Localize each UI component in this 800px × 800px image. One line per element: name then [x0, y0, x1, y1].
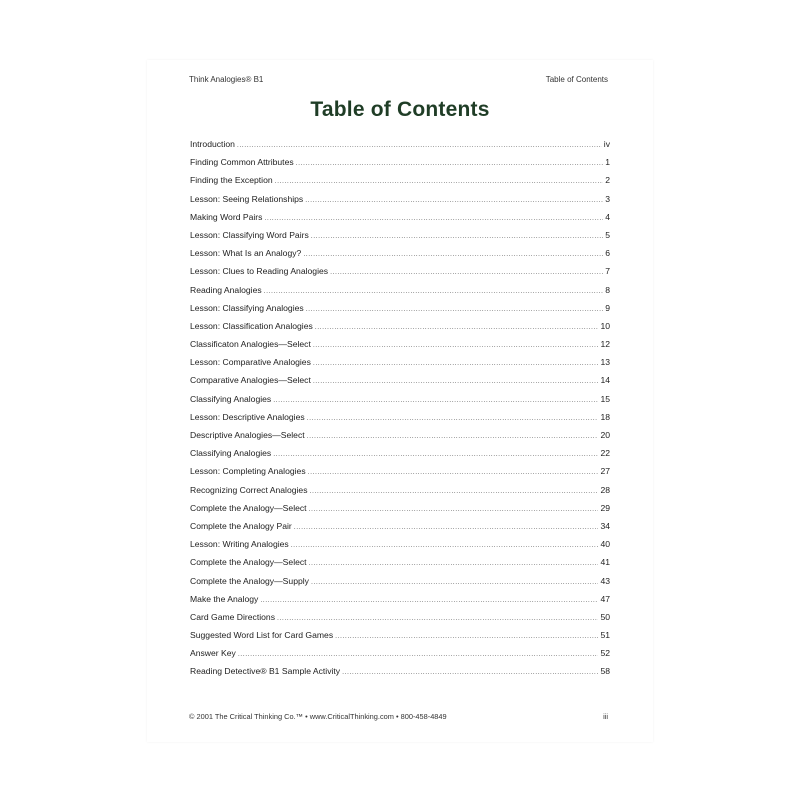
toc-entry-title: Complete the Analogy—Select	[190, 557, 307, 568]
toc-dot-leader	[308, 469, 599, 476]
toc-entry-title: Classificaton Analogies—Select	[190, 339, 311, 350]
toc-entry-title: Complete the Analogy—Supply	[190, 575, 309, 586]
toc-dot-leader	[313, 360, 599, 367]
toc-entry-title: Lesson: Seeing Relationships	[190, 193, 304, 204]
toc-entry-title: Lesson: Descriptive Analogies	[190, 411, 305, 422]
toc-entry-page-number: 29	[600, 502, 610, 513]
toc-dot-leader	[277, 615, 598, 622]
toc-entry	[190, 612, 610, 630]
toc-entry-page-number: 13	[600, 357, 610, 368]
toc-dot-leader	[309, 506, 599, 513]
toc-entry-title: Card Game Directions	[190, 611, 276, 622]
toc-entry	[190, 212, 610, 230]
toc-entry-title: Reading Analogies	[190, 284, 262, 295]
toc-entry-page-number: 1	[605, 157, 610, 168]
toc-entry-page-number: 43	[600, 575, 610, 586]
toc-entry-page-number: 14	[600, 375, 610, 386]
toc-entry-title: Classifying Analogies	[190, 448, 272, 459]
toc-entry-title: Classifying Analogies	[190, 393, 272, 404]
toc-entry-page-number: 27	[600, 466, 610, 477]
toc-dot-leader	[335, 633, 598, 640]
toc-entry-page-number: 28	[600, 484, 610, 495]
toc-dot-leader	[313, 342, 599, 349]
toc-dot-leader	[306, 306, 604, 313]
toc-dot-leader	[315, 324, 599, 331]
toc-dot-leader	[310, 488, 599, 495]
toc-entry	[190, 666, 610, 684]
toc-entry	[190, 412, 610, 430]
toc-dot-leader	[291, 542, 599, 549]
toc-entry-title: Suggested Word List for Card Games	[190, 630, 334, 641]
page-title: Table of Contents	[310, 98, 490, 121]
toc-entry-page-number: 20	[600, 430, 610, 440]
toc-dot-leader	[330, 269, 603, 276]
toc-entry	[190, 266, 610, 284]
toc-entry-title: Complete the Analogy—Select	[190, 502, 307, 513]
toc-dot-leader	[264, 288, 604, 295]
toc-dot-leader	[238, 651, 599, 658]
toc-entry	[190, 194, 610, 212]
toc-entry-title: Answer Key	[190, 648, 236, 659]
toc-entry-title: Make the Analogy	[190, 593, 259, 604]
toc-dot-leader	[307, 433, 599, 440]
toc-entry-page-number: 41	[600, 557, 610, 568]
toc-entry	[190, 594, 610, 612]
toc-entry	[190, 430, 610, 448]
toc-entry-page-number: 7	[605, 266, 610, 277]
toc-dot-leader	[237, 142, 602, 149]
toc-entry-title: Complete the Analogy Pair	[190, 520, 292, 531]
toc-dot-leader	[294, 524, 599, 531]
toc-entry-page-number: 47	[600, 593, 610, 604]
toc-dot-leader	[303, 251, 603, 258]
toc-entry-page-number: 12	[600, 339, 610, 350]
toc-entry-title: Making Word Pairs	[190, 211, 263, 222]
toc-entry-page-number: 34	[600, 520, 610, 531]
toc-entry-page-number: 51	[600, 630, 610, 641]
toc-entry	[190, 175, 610, 193]
toc-entry-title: Finding the Exception	[190, 175, 273, 186]
toc-entry	[190, 394, 610, 412]
running-header-section: Table of Contents	[545, 75, 608, 84]
toc-dot-leader	[342, 669, 598, 676]
toc-entry-page-number: 9	[605, 302, 610, 313]
toc-dot-leader	[273, 451, 598, 458]
toc-entry-page-number: 58	[600, 666, 610, 677]
running-header-book-title: Think Analogies® B1	[189, 75, 264, 84]
toc-entry-title: Lesson: Classifying Word Pairs	[190, 229, 309, 240]
toc-entry-page-number: 4	[605, 211, 610, 222]
toc-entry-page-number: 22	[600, 448, 610, 459]
toc-entry-page-number: 50	[600, 611, 610, 622]
toc-entry	[190, 503, 610, 521]
toc-dot-leader	[311, 233, 603, 240]
document-page	[147, 60, 653, 742]
toc-dot-leader	[264, 215, 603, 222]
toc-entry	[190, 139, 610, 157]
toc-dot-leader	[260, 597, 598, 604]
toc-entry	[190, 303, 610, 321]
toc-dot-leader	[305, 197, 603, 204]
toc-entry-title: Lesson: Comparative Analogies	[190, 357, 311, 368]
toc-entry	[190, 357, 610, 375]
toc-entry	[190, 648, 610, 666]
toc-entry	[190, 485, 610, 503]
toc-entry	[190, 539, 610, 557]
toc-dot-leader	[275, 178, 604, 185]
toc-entry-title: Finding Common Attributes	[190, 157, 294, 168]
toc-entry-title: Comparative Analogies—Select	[190, 375, 311, 386]
toc-entry	[190, 448, 610, 466]
toc-dot-leader	[311, 579, 598, 586]
table-of-contents	[190, 139, 610, 685]
toc-entry	[190, 230, 610, 248]
toc-entry-page-number: iv	[603, 139, 610, 149]
toc-entry	[190, 576, 610, 594]
toc-entry	[190, 248, 610, 266]
toc-dot-leader	[309, 560, 599, 567]
toc-entry-page-number: 40	[600, 539, 610, 550]
toc-entry-title: Lesson: Writing Analogies	[190, 539, 289, 550]
toc-entry	[190, 157, 610, 175]
toc-dot-leader	[296, 160, 604, 167]
toc-entry	[190, 375, 610, 393]
toc-entry-title: Descriptive Analogies—Select	[190, 430, 305, 440]
toc-entry	[190, 285, 610, 303]
toc-entry-title: Reading Detective® B1 Sample Activity	[190, 666, 341, 677]
footer-page-number: iii	[603, 712, 608, 721]
toc-entry-title: Lesson: What Is an Analogy?	[190, 248, 302, 259]
toc-entry-title: Lesson: Classification Analogies	[190, 320, 313, 331]
toc-entry-page-number: 8	[605, 284, 610, 295]
toc-entry-title: Introduction	[190, 139, 235, 149]
toc-entry-title: Recognizing Correct Analogies	[190, 484, 308, 495]
toc-entry-page-number: 52	[600, 648, 610, 659]
toc-entry-title: Lesson: Classifying Analogies	[190, 302, 304, 313]
toc-entry-title: Lesson: Completing Analogies	[190, 466, 306, 477]
toc-entry	[190, 630, 610, 648]
toc-entry-page-number: 2	[605, 175, 610, 186]
toc-entry	[190, 466, 610, 484]
toc-entry-page-number: 18	[600, 411, 610, 422]
toc-dot-leader	[307, 415, 599, 422]
toc-dot-leader	[273, 397, 598, 404]
toc-entry-title: Lesson: Clues to Reading Analogies	[190, 266, 329, 277]
footer-copyright: © 2001 The Critical Thinking Co.™ • www.CriticalThinking.com • 800-458-4849	[189, 712, 447, 721]
toc-entry-page-number: 10	[600, 320, 610, 331]
toc-entry-page-number: 15	[600, 393, 610, 404]
toc-entry-page-number: 3	[605, 193, 610, 204]
toc-entry	[190, 339, 610, 357]
toc-entry-page-number: 5	[605, 229, 610, 240]
toc-entry	[190, 557, 610, 575]
toc-entry	[190, 321, 610, 339]
toc-entry	[190, 521, 610, 539]
toc-entry-page-number: 6	[605, 248, 610, 259]
toc-dot-leader	[313, 378, 599, 385]
